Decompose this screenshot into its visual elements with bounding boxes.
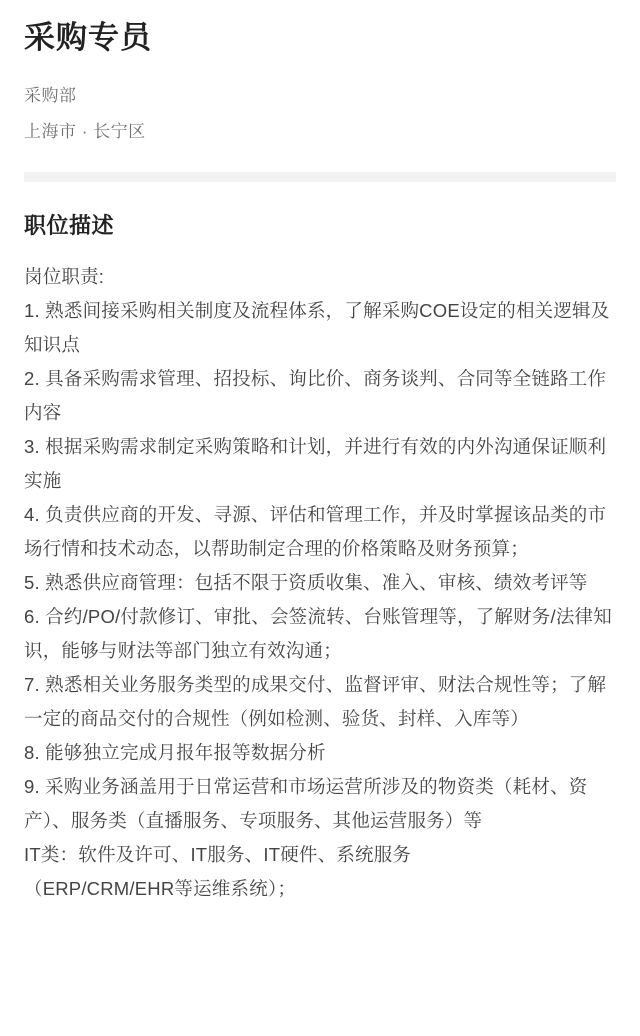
description-line: 2. 具备采购需求管理、招投标、询比价、商务谈判、合同等全链路工作内容 (24, 368, 607, 423)
job-department: 采购部 (24, 86, 77, 105)
section-title-description: 职位描述 (24, 213, 115, 238)
description-line: 5. 熟悉供应商管理：包括不限于资质收集、准入、审核、绩效考评等 (24, 572, 588, 593)
description-line: 7. 熟悉相关业务服务类型的成果交付、监督评审、财法合规性等；了解一定的商品交付的合规性（例如检测、验货、封样、入库等） (24, 674, 607, 729)
description-line: 6. 合约/PO/付款修订、审批、会签流转、台账管理等，了解财务/法律知识，能够与财法等部门独立有效沟通； (24, 606, 612, 661)
description-line: 岗位职责: (24, 266, 105, 287)
description-line: 9. 采购业务涵盖用于日常运营和市场运营所涉及的物资类（耗材、资产）、服务类（直播服务、专项服务、其他运营服务）等 (24, 776, 588, 831)
description-line: 3. 根据采购需求制定采购策略和计划，并进行有效的内外沟通保证顺利实施 (24, 436, 607, 491)
description-line: 8. 能够独立完成月报年报等数据分析 (24, 742, 326, 763)
description-line: 4. 负责供应商的开发、寻源、评估和管理工作，并及时掌握该品类的市场行情和技术动态，以帮助制定合理的价格策略及财务预算； (24, 504, 607, 559)
page-title: 采购专员 (24, 20, 152, 55)
job-location: 上海市 · 长宁区 (24, 122, 146, 141)
description-line: （ERP/CRM/EHR等运维系统）； (24, 878, 297, 899)
description-line: 1. 熟悉间接采购相关制度及流程体系，了解采购COE设定的相关逻辑及知识点 (24, 300, 610, 355)
description-line: IT类：软件及许可、IT服务、IT硬件、系统服务 (24, 844, 412, 865)
section-divider (24, 172, 616, 182)
job-meta (24, 78, 616, 150)
job-description-body (24, 260, 616, 906)
